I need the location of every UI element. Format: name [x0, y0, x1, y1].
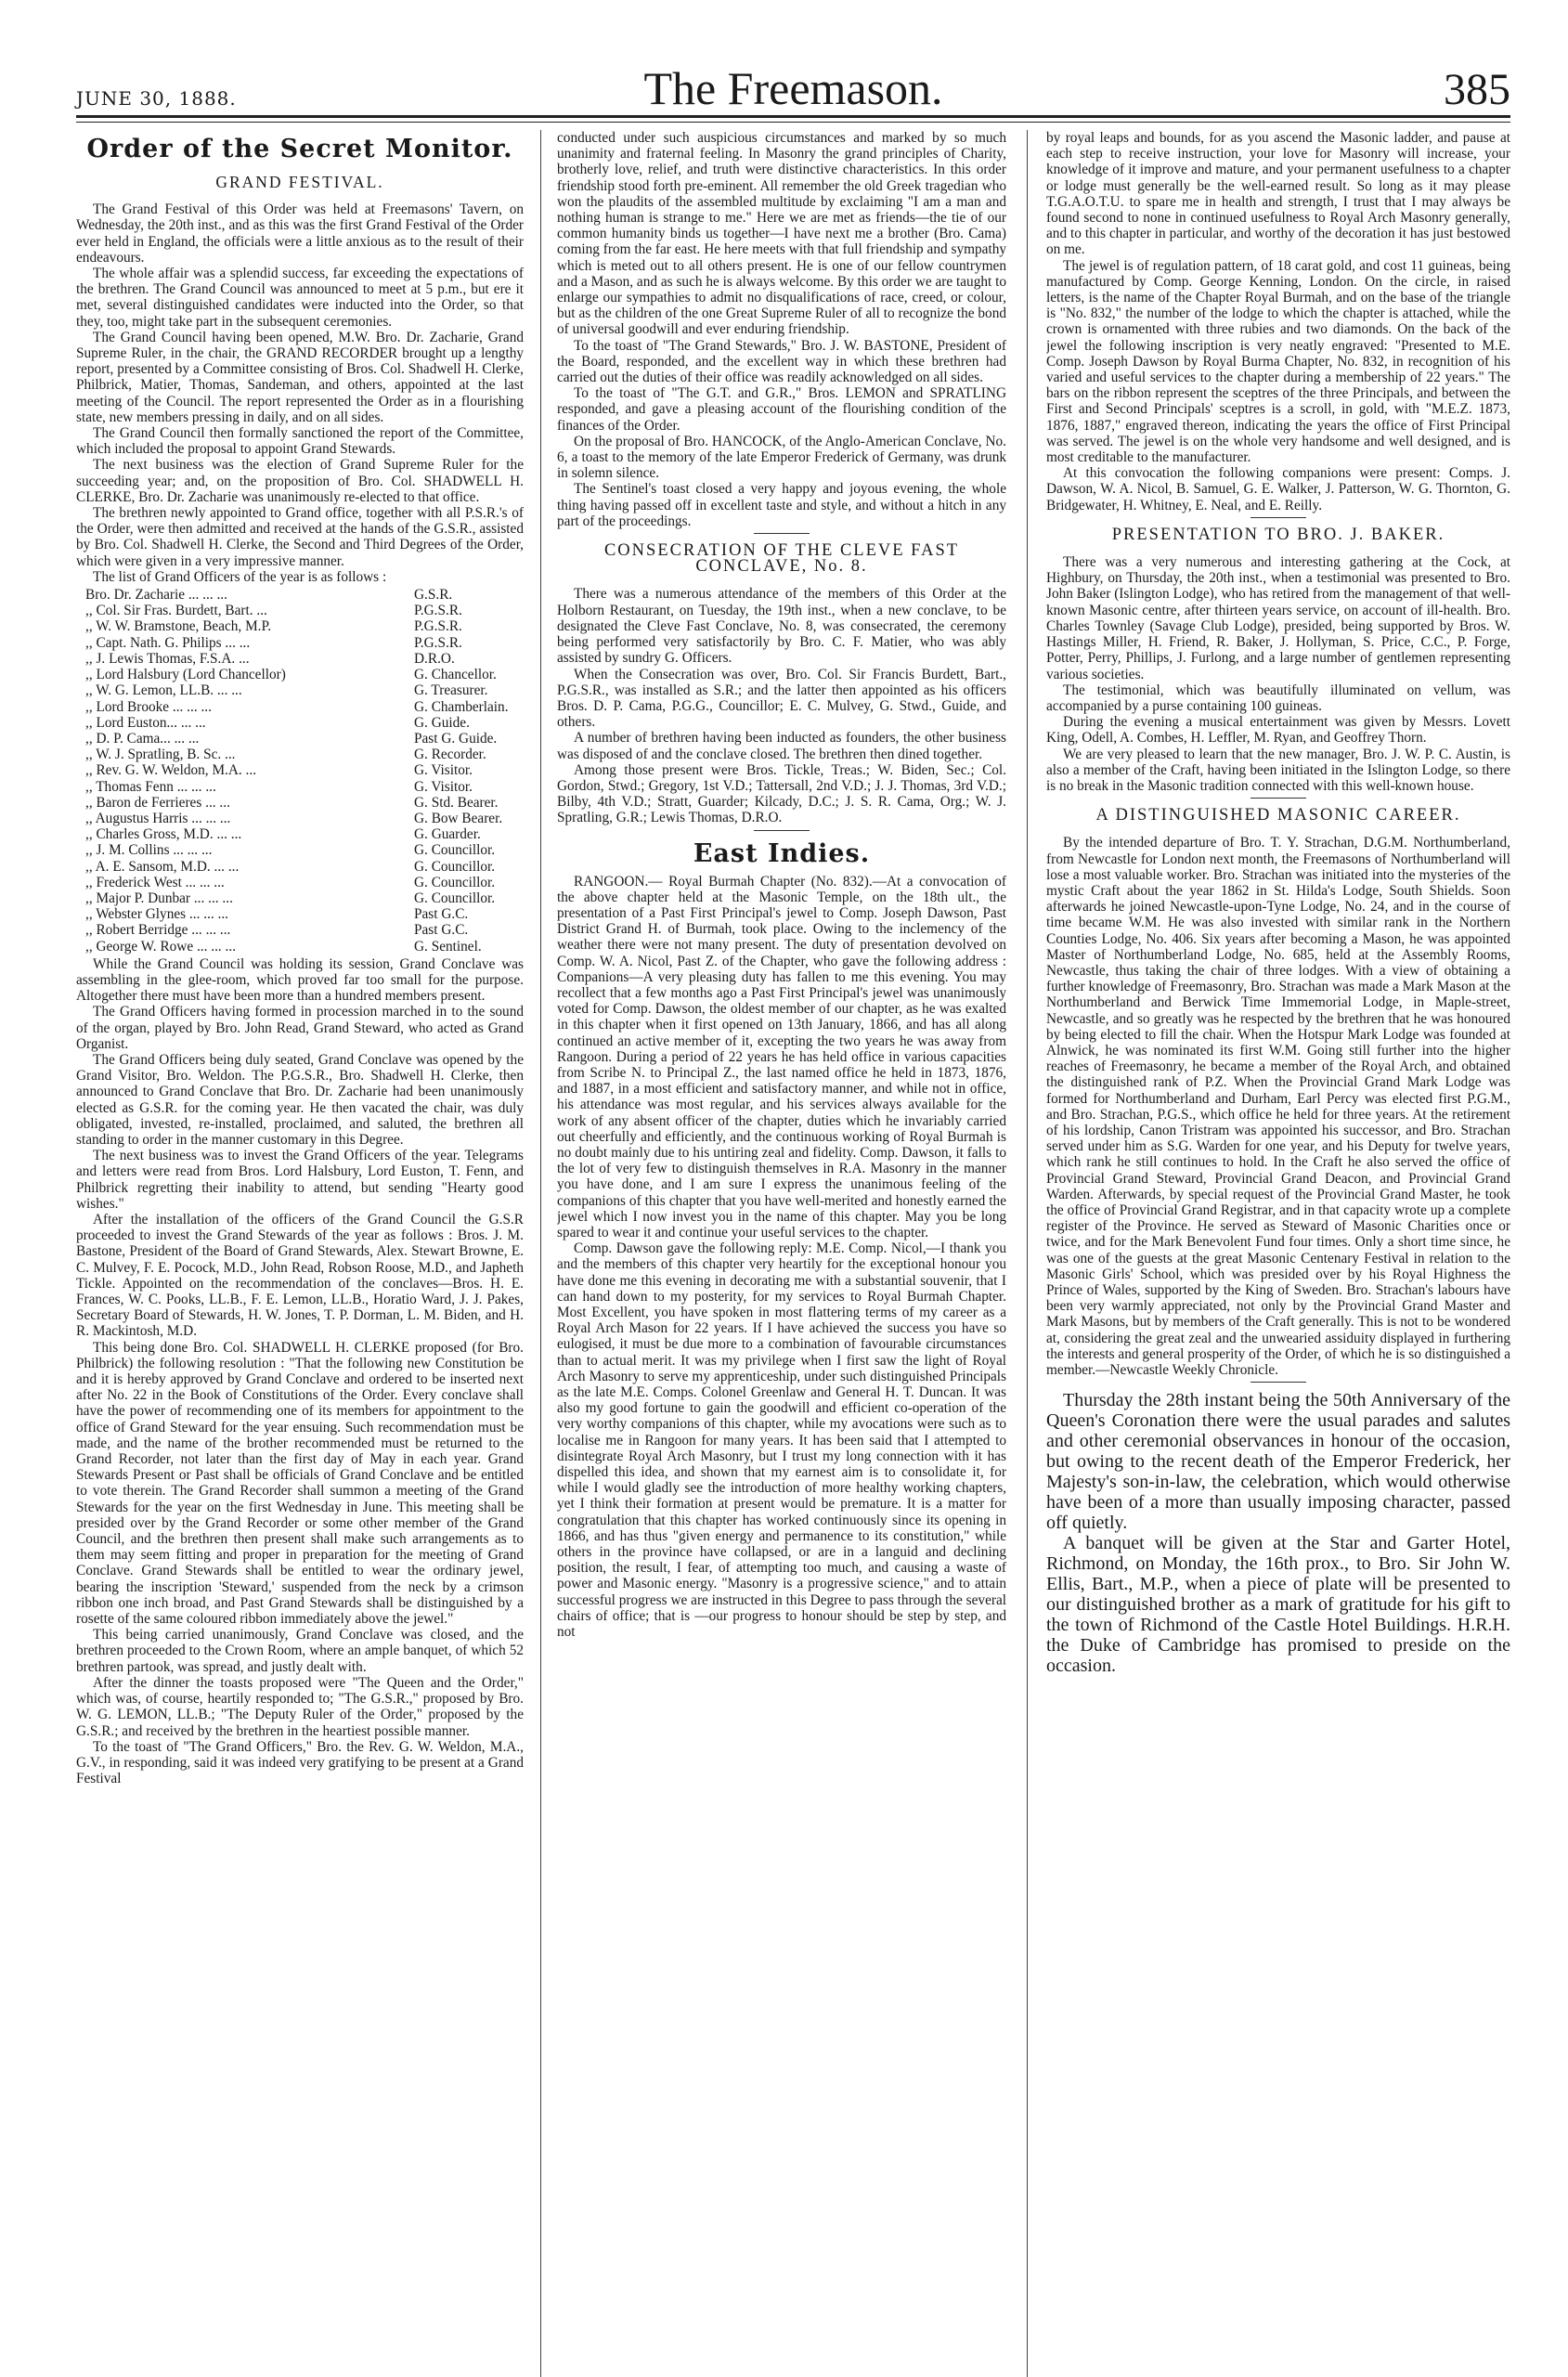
paragraph: While the Grand Council was holding its session, Grand Conclave was assembling in the glee-room, which proved far too small for the purpose. Altogether there must have been more than a hundred members present. [76, 955, 524, 1005]
officer-name: ,, George W. Rowe ... ... ... [85, 938, 237, 955]
paragraph: After the installation of the officers of the Grand Council the G.S.R proceeded to invest the Grand Stewards of the year as follows : Bros. J. M. Bastone, President of the Board of Grand Stewards, Alex. Stewart Browne, E. C. Mulvey, F. E. Pocock, M.D., John Read, Robson Roose, M.D., and Japheth Tickle. Appointed on the recommendation of the conclaves—Bros. H. E. Frances, W. C. Pooks, LL.B., F. E. Lemon, LL.B., Horatio Ward, J. J. Pakes, Secretary Board of Stewards, H. W. Jones, T. P. Dorman, L. M. Biden, and H. R. Mackintosh, M.D. [76, 1212, 524, 1340]
officer-title: G. Chancellor. [414, 667, 497, 683]
paragraph: There was a numerous attendance of the members of this Order at the Holborn Restaurant, on Tuesday, the 19th inst., when a new conclave, to be designated the Cleve Fast Conclave, No. 8, was consecrated, the ceremony being performed very satisfactorily by Bro. C. F. Matier, who was ably assisted by sundry G. Officers. [557, 586, 1006, 667]
paragraph: By the intended departure of Bro. T. Y. Strachan, D.G.M. Northumberland, from Newcastle for London next month, the Freemasons of Northumberland will lose a most valuable worker. Bro. Strachan was initiated into the mysteries of the mystic Craft about the year 1862 in St. Hilda's Lodge, South Shields. Soon afterwards he joined Newcastle-upon-Tyne Lodge, No. 24, and in the course of time became W.M. He was also invested with similar rank in the Northern Counties Lodge, No. 406. Six years after becoming a Mason, he was appointed Master of Northumberland Lodge, No. 685, held at the Assembly Rooms, Newcastle, thus taking the chair of three lodges. With a view of obtaining a further knowledge of Freemasonry, Bro. Strachan was made a Mark Mason at the Northumberland and Berwick Time Immemorial Lodge, in Maple-street, Newcastle, and so greatly was he respected by the brethren that he was honoured by being elected to fill the chair. When the Hotspur Mark Lodge was founded at Alnwick, he was nominated its first W.M. Going still further into the higher reaches of Freemasonry, he became a member of the Royal Arch, and obtained the distinguished rank of P.Z. When the Provincial Grand Mark Lodge was formed for Northumberland and Durham, Earl Percy was elected first P.G.M., and Bro. Strachan, P.G.S., which office he held for three years. At the retirement of his lordship, Canon Tristram was appointed his successor, and Bro. Strachan served under him as S.G. Warden for one year, and his Deputy for twelve years, which rank he still continues to hold. In the Craft he also served the office of Provincial Grand Steward, Provincial Grand Deacon, and Provincial Grand Warden. Afterwards, by special request of the Provincial Grand Master, he took the office of Provincial Grand Registrar, and in that capacity wrote up a complete register of the Province. He served as Steward of Masonic Charities once or twice, and for the Mark Benevolent Fund four times. Only a short time since, he was one of the guests at the great Masonic Centenary Festival in relation to the Masonic Girls' School, which was presided over by his Royal Highness the Prince of Wales, supported by the King of Sweden. Bro. Strachan's labours have been very warmly appreciated, not only by the Provincial Grand Master and Mark Masons, but by members of the Craft generally. This is not to be wondered at, considering the great zeal and the unwearied assiduity displayed in furthering the interests and general prosperity of the Order, of which he is so distinguished a member.—Newcastle Weekly Chronicle. [1046, 835, 1510, 1379]
paragraph: This being carried unanimously, Grand Conclave was closed, and the brethren proceeded to the Crown Room, where an ample banquet, of which 52 brethren partook, was spread, and justly dealt with. [76, 1627, 524, 1675]
paragraph: Thursday the 28th instant being the 50th Anniversary of the Queen's Coronation there were the usual parades and salutes and other ceremonial observances in honour of the occasion, but owing to the recent death of the Emperor Frederick, her Majesty's son-in-law, the celebration, which would otherwise have been of a more than usually imposing character, passed off quietly. [1046, 1390, 1510, 1534]
officer-name: ,, Rev. G. W. Weldon, M.A. ... [85, 762, 257, 779]
page-number: 385 [1444, 65, 1510, 114]
officer-title: G. Councillor. [414, 858, 496, 875]
section-divider [754, 830, 810, 831]
section-title: East Indies. [693, 838, 871, 868]
article-heading: PRESENTATION TO BRO. J. BAKER. [1111, 525, 1445, 544]
paragraph: On the proposal of Bro. HANCOCK, of the Anglo-American Conclave, No. 6, a toast to the memory of the late Emperor Frederick of Germany, was drunk in solemn silence. [557, 433, 1006, 482]
officer-name: ,, Augustus Harris ... ... ... [85, 810, 231, 826]
officer-row [76, 875, 524, 890]
officer-title: Past G.C. [414, 922, 469, 939]
paragraph: To the toast of "The G.T. and G.R.," Bros. LEMON and SPRATLING responded, and gave a pleasing account of the flourishing condition of the finances of the Order. [557, 385, 1006, 434]
officer-name: ,, Webster Glynes ... ... ... [85, 906, 228, 923]
paragraph: The next business was the election of Grand Supreme Ruler for the succeeding year; and, on the proposition of Bro. Col. SHADWELL H. CLERKE, Bro. Dr. Zacharie was unanimously re-elected to that office. [76, 457, 524, 505]
paragraph: Among those present were Bros. Tickle, Treas.; W. Biden, Sec.; Col. Gordon, Stwd.; Gregory, 1st V.D.; Tattersall, 2nd V.D.; J. J. Thomas, 3rd V.D.; Bilby, 4th V.D.; Stratt, Guarder; Kilcady, D.C.; J. S. R. Cama, Org.; W. J. Spratling, G.R.; Lewis Thomas, D.R.O. [557, 761, 1006, 826]
section-divider [1251, 517, 1306, 518]
officer-row [76, 826, 524, 842]
paragraph: To the toast of "The Grand Stewards," Bro. J. W. BASTONE, President of the Board, responded, and the excellent way in which these brethren had carried out the duties of their office was readily acknowledged on all sides. [557, 337, 1006, 386]
officer-title: G. Guarder. [414, 826, 481, 843]
officer-title: G. Councillor. [414, 874, 496, 890]
officer-title: P.G.S.R. [414, 618, 462, 635]
officer-name: ,, Robert Berridge ... ... ... [85, 922, 231, 939]
paragraph: Comp. Dawson gave the following reply: M.E. Comp. Nicol,—I thank you and the members of this chapter very heartily for the exceptional honour you have done me this evening in decorating me with a substantial souvenir, that I can hand down to my posterity, for my services to Royal Burmah Chapter. Most Excellent, you have spoken in most flattering terms of my career as a Royal Arch Mason for 22 years. If I have achieved the success you have so eulogised, it must be due more to a combination of favourable circumstances than to actual merit. It was my privilege when I first saw the light of Royal Arch Masonry to serve my apprenticeship, under such distinguished Principals as the late M.E. Comps. Colonel Greenlaw and General H. T. Duncan. It was also my good fortune to gain the goodwill and efficient co-operation of the very worthy companions of this chapter, while my avocations were such as to localise me in Rangoon for many years. It has been said that I attempted to disintegrate Royal Arch Masonry, but I trust my long connection with it has dispelled this idea, and shown that my earnest aim is to consolidate it, for while I would gladly see the introduction of more healthy working chapters, yet I think their formation at present would be premature. It is a matter for congratulation that this chapter has worked continuously since its opening in 1866, and has thus "given energy and permanence to its constitution," while others in the province have collapsed, or are in a languid and declining position, the result, I fear, of attempting too much, and causing a waste of power and Masonic energy. "Masonry is a progressive science," and to attain successful progress we are instructed in this Degree to pass through the several chairs of office; that is —our progress to honour should be step by step, and not [557, 1240, 1006, 1641]
officer-title: G.S.R. [414, 587, 453, 604]
paragraph: A number of brethren having been inducted as founders, the other business was disposed of and the conclave closed. The brethren then dined together. [557, 730, 1006, 762]
officer-name: ,, Thomas Fenn ... ... ... [85, 778, 216, 795]
officer-row [76, 859, 524, 875]
paragraph: The Grand Officers having formed in procession marched in to the sound of the organ, played by Bro. John Read, Grand Steward, who acted as Grand Organist. [76, 1004, 524, 1052]
paragraph: The Grand Council having been opened, M.W. Bro. Dr. Zacharie, Grand Supreme Ruler, in the chair, the GRAND RECORDER brought up a lengthy report, presented by a Committee consisting of Bros. Col. Shadwell H. Clerke, Philbrick, Matier, Thomas, Sandeman, and others, appointed at the last meeting of the Council. The report represented the Order as in a flourishing state, new members pressing in daily, and on all sides. [76, 329, 524, 425]
paragraph: The Grand Festival of this Order was held at Freemasons' Tavern, on Wednesday, the 20th inst., and as this was the first Grand Festival of the Order ever held in England, the officials were a little anxious as to the result of their endeavours. [76, 201, 524, 266]
officer-name: ,, Lord Brooke ... ... ... [85, 698, 212, 715]
officer-title: Past G. Guide. [414, 730, 498, 747]
column-1 [76, 130, 524, 2377]
officer-name: ,, Lord Halsbury (Lord Chancellor) [85, 667, 286, 683]
officer-name: ,, Capt. Nath. G. Philips ... ... [85, 634, 251, 651]
paragraph: We are very pleased to learn that the new manager, Bro. J. W. P. C. Austin, is also a member of the Craft, having been initiated in the Islington Lodge, so there is no break in the Masonic tradition connected with this well-known house. [1046, 746, 1510, 794]
officer-name: Bro. Dr. Zacharie ... ... ... [85, 587, 227, 604]
column-2 [557, 130, 1006, 2377]
officer-row [76, 906, 524, 922]
paragraph: The next business was to invest the Grand Officers of the year. Telegrams and letters were read from Bros. Lord Halsbury, Lord Euston, T. Fenn, and Philbrick regretting their inability to attend, but sending "Hearty good wishes." [76, 1148, 524, 1212]
officer-name: ,, W. W. Bramstone, Beach, M.P. [85, 618, 272, 635]
officer-name: ,, W. G. Lemon, LL.B. ... ... [85, 682, 242, 699]
officer-title: G. Visitor. [414, 778, 473, 795]
paragraph: The whole affair was a splendid success, far exceeding the expectations of the brethren. The Grand Council was announced to meet at 5 p.m., but ere it met, several distinguished candidates were inducted into the Order, so that they, too, might take part in the subsequent ceremonies. [76, 266, 524, 330]
officer-row [76, 715, 524, 731]
section-divider [754, 533, 810, 534]
paragraph: RANGOON.— Royal Burmah Chapter (No. 832).—At a convocation of the above chapter held at the Masonic Temple, on the 18th ult., the presentation of a Past First Principal's jewel to Comp. Joseph Dawson, Past District Grand H. of Burmah, took place. Owing to the inclemency of the weather there were not many present. The duty of presentation devolved on Comp. W. A. Nicol, Past Z. of the Chapter, who gave the following address : Companions—A very pleasing duty has fallen to me this evening. You may recollect that a few months ago a Past First Principal's jewel was unanimously voted for Comp. Dawson, the oldest member of our chapter, as he was exalted in this chapter when it first opened on 13th January, 1866, and has all along continued an active member of it, excepting the two years he was away from Rangoon. During a period of 22 years he has held office in various capacities from Scribe N. to Principal Z., the last named office he held in 1873, 1876, and 1887, in a most efficient and satisfactory manner, and while not in office, his attendance was most regular, and his services always available for the work of any absent officer of the chapter, duties which he invariably carried out cheerfully and efficiently, and the continuous working of Royal Burmah is no doubt mainly due to his untiring zeal and fidelity. Comp. Dawson, it falls to the lot of very few to distinguish themselves in R.A. Masonry in the manner you have done, and I am sure I express the unanimous feeling of the companions of this chapter that you have well-merited and honestly earned the jewel which I now invest you in the name of this chapter. May you be long spared to wear it and continue your useful services to the chapter. [557, 873, 1006, 1240]
paragraph: The testimonial, which was beautifully illuminated on vellum, was accompanied by a purse containing 100 guineas. [1046, 682, 1510, 714]
officer-name: ,, W. J. Spratling, B. Sc. ... [85, 747, 236, 763]
officer-row [76, 731, 524, 747]
officer-row [76, 890, 524, 906]
officer-row [76, 842, 524, 858]
officer-title: G. Sentinel. [414, 938, 482, 955]
paragraph: by royal leaps and bounds, for as you ascend the Masonic ladder, and pause at each step to receive instruction, your love for Masonry will increase, your knowledge of it improve and mature, and your permanent usefulness to a chapter or lodge must generally be the well-earned result. So long as it may please T.G.A.O.T.U. to spare me in health and strength, I trust that I may always be found second to none in continued usefulness to Royal Arch Masonry generally, and to this chapter in particular, and worthy of the decoration it has just bestowed on me. [1046, 130, 1510, 258]
officer-name: ,, J. Lewis Thomas, F.S.A. ... [85, 650, 250, 667]
officer-name: ,, J. M. Collins ... ... ... [85, 842, 213, 859]
officer-title: G. Guide. [414, 714, 470, 731]
masthead-title: The Freemason. [643, 62, 943, 114]
officer-row [76, 618, 524, 634]
section-divider [1251, 1382, 1306, 1383]
paragraph: To the toast of "The Grand Officers," Bro. the Rev. G. W. Weldon, M.A., G.V., in responding, said it was indeed very gratifying to be present at a Grand Festival [76, 1738, 524, 1787]
paragraph: At this convocation the following companions were present: Comps. J. Dawson, W. A. Nicol, B. Samuel, G. E. Walker, J. Patterson, W. G. Thornton, G. Bridgewater, H. Whitney, E. Neal, and E. Reilly. [1046, 465, 1510, 513]
officer-name: ,, A. E. Sansom, M.D. ... ... [85, 858, 240, 875]
issue-date: JUNE 30, 1888. [76, 87, 237, 110]
officers-list [76, 587, 524, 955]
officer-name: ,, Col. Sir Fras. Burdett, Bart. ... [85, 603, 267, 619]
officer-row [76, 603, 524, 618]
officer-row [76, 747, 524, 762]
officer-name: ,, Major P. Dunbar ... ... ... [85, 890, 233, 906]
officer-title: G. Recorder. [414, 747, 486, 763]
officer-name: ,, Charles Gross, M.D. ... ... [85, 826, 242, 843]
officer-title: G. Chamberlain. [414, 698, 509, 715]
officer-row [76, 651, 524, 667]
officer-title: G. Visitor. [414, 762, 473, 779]
article-heading: CONSECRATION OF THE CLEVE FAST CONCLAVE, No. 8. [603, 541, 960, 577]
officer-row [76, 587, 524, 603]
paragraph: The Sentinel's toast closed a very happy and joyous evening, the whole thing having passed off in excellent taste and style, and without a hitch in any part of the proceedings. [557, 481, 1006, 529]
column-3 [1046, 130, 1510, 2377]
paragraph: The jewel is of regulation pattern, of 18 carat gold, and cost 11 guineas, being manufactured by Comp. George Kenning, London. On the circle, in raised letters, is the name of the Chapter Royal Burmah, and on the base of the triangle is "No. 832," the number of the lodge to which the chapter is attached, while the crown is ornamented with three rubies and two diamonds. On the back of the jewel the following inscription is very neatly engraved: "Presented to M.E. Comp. Joseph Dawson by Royal Burma Chapter, No. 832, in recognition of his varied and useful services to the chapter during a membership of 22 years." The bars on the ribbon represent the sceptres of the three Principals, and between the First and Second Principals' sceptres is a scroll, in gold, with "M.E.Z. 1873, 1876, 1887," engraved thereon, indicating the years the office of First Principal was served. The jewel is on the whole very handsome and well designed, and is most creditable to the manufacturer. [1046, 257, 1510, 466]
paragraph: There was a very numerous and interesting gathering at the Cock, at Highbury, on Thursday, the 20th inst., when a testimonial was presented to Bro. John Baker (Islington Lodge), who has retired from the management of that well-known Masonic centre, after thirteen years service, on account of ill-health. Bro. Charles Townley (Savage Club Lodge), presided, being supported by Bros. W. Hastings Miller, H. Friend, R. Baker, J. Hollyman, S. Price, C.C., P. Forge, Potter, Perry, Phillips, J. Furlong, and a large number of gentlemen representing various societies. [1046, 554, 1510, 682]
officer-row [76, 795, 524, 811]
newspaper-page [76, 61, 1510, 1787]
officer-row [76, 811, 524, 826]
section-title: Order of the Secret Monitor. [86, 135, 513, 163]
officer-title: P.G.S.R. [414, 634, 462, 651]
paragraph: The Grand Council then formally sanctioned the report of the Committee, which included the proposal to appoint Grand Stewards. [76, 425, 524, 458]
officer-title: G. Std. Bearer. [414, 794, 499, 811]
officer-row [76, 779, 524, 795]
officer-row [76, 699, 524, 715]
column-divider [1027, 130, 1028, 2377]
officer-title: P.G.S.R. [414, 603, 462, 619]
officer-title: G. Councillor. [414, 842, 496, 859]
paragraph: A banquet will be given at the Star and Garter Hotel, Richmond, on Monday, the 16th prox., to Bro. Sir John W. Ellis, Bart., M.P., when a piece of plate will be presented to our distinguished brother as a mark of gratitude for his gift to the town of Richmond of the Castle Hotel Buildings. H.R.H. the Duke of Cambridge has promised to preside on the occasion. [1046, 1533, 1510, 1677]
article-heading: A DISTINGUISHED MASONIC CAREER. [1095, 806, 1461, 825]
officer-row [76, 682, 524, 698]
section-divider [1251, 798, 1306, 799]
page-header [76, 61, 1510, 118]
officer-title: G. Councillor. [414, 890, 496, 906]
paragraph: During the evening a musical entertainment was given by Messrs. Lovett King, Odell, A. Combes, H. Leffler, M. Ryan, and Geoffrey Thorn. [1046, 714, 1510, 747]
paragraph: The brethren newly appointed to Grand office, together with all P.S.R.'s of the Order, were then admitted and received at the hands of the G.S.R., assisted by Bro. Col. Shadwell H. Clerke, the Second and Third Degrees of the Order, which were given in a very impressive manner. [76, 505, 524, 569]
officer-title: D.R.O. [414, 650, 455, 667]
officer-name: ,, Lord Euston... ... ... [85, 714, 206, 731]
header-rule [76, 122, 1510, 123]
article-heading: GRAND FESTIVAL. [215, 173, 384, 191]
officer-row [76, 635, 524, 651]
officer-name: ,, Frederick West ... ... ... [85, 874, 225, 890]
officer-title: Past G.C. [414, 906, 469, 923]
officer-name: ,, D. P. Cama... ... ... [85, 730, 200, 747]
paragraph: conducted under such auspicious circumstances and marked by so much unanimity and fraternal feeling. In Masonry the grand principles of Charity, brotherly love, relief, and truth were distinctive characteristics. In this order friendship stood forth pre-eminent. All remember the old Greek tragedian who won the plaudits of the assembled multitude by exclaiming "I am a man and nothing human is strange to me." Here we are met as friends—the tie of our common humanity binds us together—I have next me a brother (Bro. Cama) coming from the far east. He here meets with that full friendship and sympathy which is meted out to all others present. He is one of our fellow countrymen and a Mason, and as such he is always welcome. By this order we are taught to enlarge our sympathies to admit no disqualifications of race, creed, or colour, but as the children of the one Great Supreme Ruler of all to recognize the bond of universal goodwill and ever enduring friendship. [557, 130, 1006, 338]
paragraph: When the Consecration was over, Bro. Col. Sir Francis Burdett, Bart., P.G.S.R., was installed as S.R.; and the latter then appointed as his officers Bros. D. P. Cama, P.G.G., Councillor; E. C. Mulvey, G. Stwd., Guide, and others. [557, 666, 1006, 731]
paragraph: The list of Grand Officers of the year is as follows : [93, 568, 387, 585]
officer-row [76, 939, 524, 955]
officer-row [76, 922, 524, 938]
officer-row [76, 667, 524, 682]
paragraph: This being done Bro. Col. SHADWELL H. CLERKE proposed (for Bro. Philbrick) the following resolution : "That the following new Constitution be and it is hereby approved by Grand Conclave and ordered to be inserted next after No. 22 in the Book of Constitutions of the Order. Every conclave shall have the power of recommending one of its members for appointment to the office of Grand Steward for the year ensuing. Such recommendation must be made, and the name of the brother recommended must be returned to the Grand Recorder, not later than the first day of May in each year. Grand Stewards Present or Past shall be officials of Grand Conclave and be entitled to vote therein. The Grand Recorder shall summon a meeting of the Grand Stewards for the year on the first Wednesday in June. This meeting shall be presided over by the Grand Recorder or some other member of the Grand Council, and the brethren then present shall make such arrangements as to them may seem fitting and proper in preparation for the meeting of Grand Conclave. Grand Stewards shall be entitled to wear the ordinary jewel, bearing the inscription 'Steward,' suspended from the neck by a crimson ribbon one inch broad, and Past Grand Stewards shall be distinguished by a rosette of the same coloured ribbon immediately above the jewel." [76, 1339, 524, 1628]
officer-title: G. Treasurer. [414, 682, 488, 699]
column-divider [540, 130, 541, 2377]
paragraph: After the dinner the toasts proposed were "The Queen and the Order," which was, of course, heartily responded to; "The G.S.R.," proposed by Bro. W. G. LEMON, LL.B.; "The Deputy Ruler of the Order," proposed by the G.S.R.; and received by the brethren in the heartiest possible manner. [76, 1674, 524, 1739]
officer-row [76, 762, 524, 778]
article-columns [76, 130, 1510, 2377]
paragraph: The Grand Officers being duly seated, Grand Conclave was opened by the Grand Visitor, Bro. Weldon. The P.G.S.R., Bro. Shadwell H. Clerke, then announced to Grand Conclave that Bro. Dr. Zacharie had been unanimously elected as G.S.R. for the coming year. He then vacated the chair, was duly obligated, invested, re-installed, proclaimed, and saluted, the brethren all standing to order in the manner customary in this Degree. [76, 1051, 524, 1148]
officer-title: G. Bow Bearer. [414, 810, 503, 826]
officer-name: ,, Baron de Ferrieres ... ... [85, 794, 230, 811]
